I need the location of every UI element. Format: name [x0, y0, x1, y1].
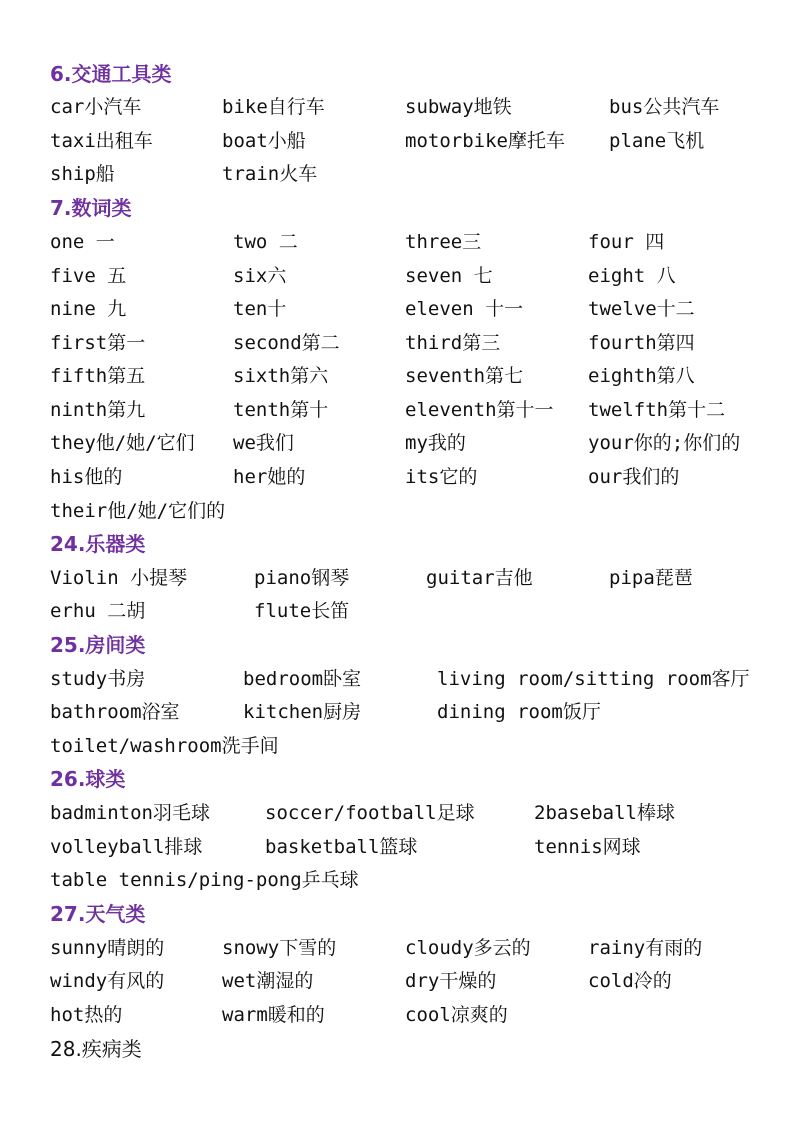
section-heading-ball-games: 26.球类	[50, 767, 126, 791]
vocab-item: toilet/washroom洗手间	[50, 735, 279, 757]
section-heading-transport: 6.交通工具类	[50, 62, 172, 86]
vocab-item: sunny晴朗的	[50, 937, 165, 959]
vocab-item: subway地铁	[405, 96, 512, 118]
vocab-item: nine 九	[50, 298, 127, 320]
section-heading-numerals: 7.数词类	[50, 196, 132, 220]
vocab-item: windy有风的	[50, 970, 165, 992]
vocab-item: snowy下雪的	[222, 937, 337, 959]
vocab-item: train火车	[222, 163, 318, 185]
vocab-item: their他/她/它们的	[50, 500, 226, 522]
vocab-item: motorbike摩托车	[405, 130, 565, 152]
vocab-item: third第三	[405, 332, 501, 354]
vocab-item: they他/她/它们	[50, 432, 195, 454]
vocab-item: erhu 二胡	[50, 600, 146, 622]
vocab-item: two 二	[233, 231, 298, 253]
vocab-item: boat小船	[222, 130, 306, 152]
vocab-item: cloudy多云的	[405, 937, 531, 959]
vocab-item: first第一	[50, 332, 146, 354]
vocab-item: her她的	[233, 466, 306, 488]
vocab-item: piano钢琴	[254, 567, 350, 589]
vocab-item: table tennis/ping-pong乒乓球	[50, 869, 359, 891]
vocab-item: warm暖和的	[222, 1004, 325, 1026]
vocab-item: dry干燥的	[405, 970, 497, 992]
vocab-item: seven 七	[405, 265, 493, 287]
vocab-item: basketball篮球	[265, 836, 418, 858]
vocab-item: volleyball排球	[50, 836, 203, 858]
vocab-item: fourth第四	[588, 332, 695, 354]
vocab-item: its它的	[405, 466, 478, 488]
vocab-item: his他的	[50, 466, 123, 488]
vocab-item: tennis网球	[534, 836, 641, 858]
vocab-item: ten十	[233, 298, 287, 320]
vocab-item: eight 八	[588, 265, 676, 287]
vocab-item: seventh第七	[405, 365, 524, 387]
vocab-item: kitchen厨房	[243, 701, 362, 723]
vocab-item: ninth第九	[50, 399, 146, 421]
vocab-item: rainy有雨的	[588, 937, 703, 959]
vocab-item: car小汽车	[50, 96, 142, 118]
vocab-item: sixth第六	[233, 365, 329, 387]
vocab-item: four 四	[588, 231, 665, 253]
vocab-item: Violin 小提琴	[50, 567, 188, 589]
vocab-item: dining room饭厅	[437, 701, 601, 723]
vocab-item: bathroom浴室	[50, 701, 180, 723]
vocab-item: cold冷的	[588, 970, 672, 992]
vocab-item: flute长笛	[254, 600, 350, 622]
vocab-item: our我们的	[588, 466, 680, 488]
section-heading-weather: 27.天气类	[50, 902, 146, 926]
vocab-item: six六	[233, 265, 287, 287]
vocab-item: twelfth第十二	[588, 399, 726, 421]
vocab-item: we我们	[233, 432, 294, 454]
vocab-item: eleven 十一	[405, 298, 524, 320]
vocab-item: one 一	[50, 231, 115, 253]
vocab-item: study书房	[50, 668, 146, 690]
vocab-item: wet潮湿的	[222, 970, 314, 992]
vocab-item: living room/sitting room客厅	[437, 668, 750, 690]
vocab-item: plane飞机	[609, 130, 705, 152]
section-heading-instruments: 24.乐器类	[50, 532, 146, 556]
vocab-item: fifth第五	[50, 365, 146, 387]
vocab-item: pipa琵琶	[609, 567, 693, 589]
vocab-item: ship船	[50, 163, 115, 185]
vocab-item: bedroom卧室	[243, 668, 362, 690]
vocab-item: bus公共汽车	[609, 96, 720, 118]
vocab-item: guitar吉他	[426, 567, 533, 589]
vocab-item: 2baseball棒球	[534, 802, 675, 824]
vocab-item: eighth第八	[588, 365, 695, 387]
vocab-item: second第二	[233, 332, 340, 354]
vocab-item: tenth第十	[233, 399, 329, 421]
vocab-item: hot热的	[50, 1004, 123, 1026]
vocab-item: bike自行车	[222, 96, 325, 118]
section-heading-illnesses: 28.疾病类	[50, 1037, 142, 1061]
vocab-item: cool凉爽的	[405, 1004, 508, 1026]
vocab-item: my我的	[405, 432, 466, 454]
vocab-item: eleventh第十一	[405, 399, 554, 421]
vocab-item: three三	[405, 231, 482, 253]
vocab-item: twelve十二	[588, 298, 695, 320]
vocab-item: badminton羽毛球	[50, 802, 210, 824]
section-heading-rooms: 25.房间类	[50, 633, 146, 657]
vocab-item: five 五	[50, 265, 127, 287]
vocab-item: your你的;你们的	[588, 432, 741, 454]
vocab-item: soccer/football足球	[265, 802, 475, 824]
vocab-item: taxi出租车	[50, 130, 153, 152]
